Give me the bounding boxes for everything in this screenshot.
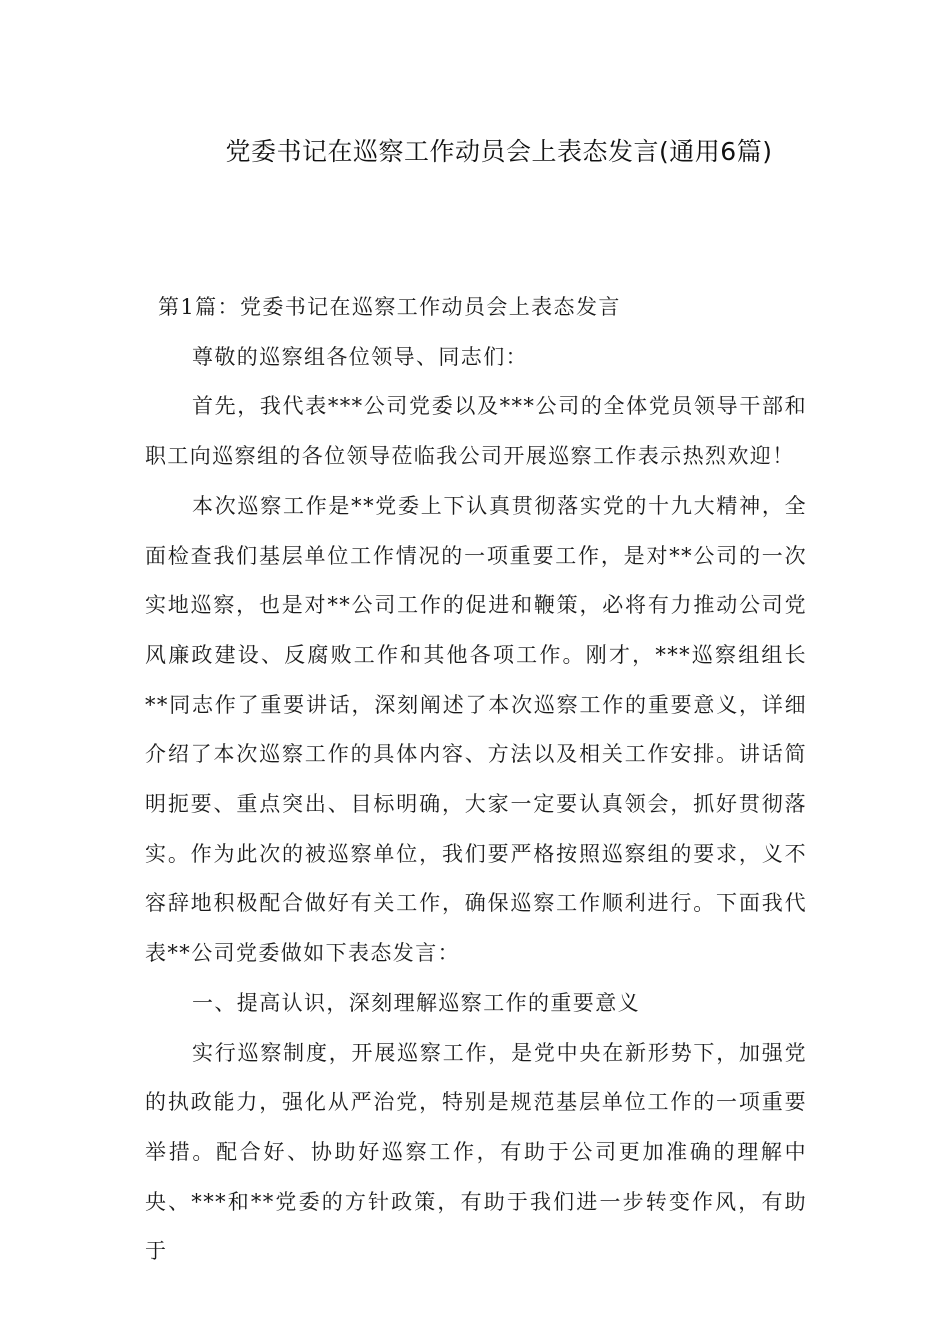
body-paragraph-2: 本次巡察工作是**党委上下认真贯彻落实党的十九大精神，全面检查我们基层单位工作情况的一项重要工作，是对**公司的一次实地巡察，也是对**公司工作的促进和鞭策，必将有力推动公司党风廉政建设、反腐败工作和其他各项工作。刚才，***巡察组组长**同志作了重要讲话，深刻阐述了本次巡察工作的重要意义，详细介绍了本次巡察工作的具体内容、方法以及相关工作安排。讲话简明扼要、重点突出、目标明确，大家一定要认真领会，抓好贯彻落实。作为此次的被巡察单位，我们要严格按照巡察组的要求，义不容辞地积极配合做好有关工作，确保巡察工作顺利进行。下面我代表**公司党委做如下表态发言： (145, 493, 807, 966)
document-body (145, 283, 807, 1277)
document-title: 党委书记在巡察工作动员会上表态发言(通用6篇) (225, 137, 773, 166)
section-heading: 第1篇：党委书记在巡察工作动员会上表态发言 (158, 295, 621, 319)
salutation: 尊敬的巡察组各位领导、同志们： (192, 344, 528, 369)
body-paragraph-3: 实行巡察制度，开展巡察工作，是党中央在新形势下，加强党的执政能力，强化从严治党，特别是规范基层单位工作的一项重要举措。配合好、协助好巡察工作，有助于公司更加准确的理解中央、***和**党委的方针政策，有助于我们进一步转变作风，有助于 (145, 1040, 807, 1264)
subheading-1: 一、提高认识，深刻理解巡察工作的重要意义 (192, 990, 640, 1015)
body-paragraph-1: 首先，我代表***公司党委以及***公司的全体党员领导干部和职工向巡察组的各位领导莅临我公司开展巡察工作表示热烈欢迎！ (145, 394, 807, 469)
